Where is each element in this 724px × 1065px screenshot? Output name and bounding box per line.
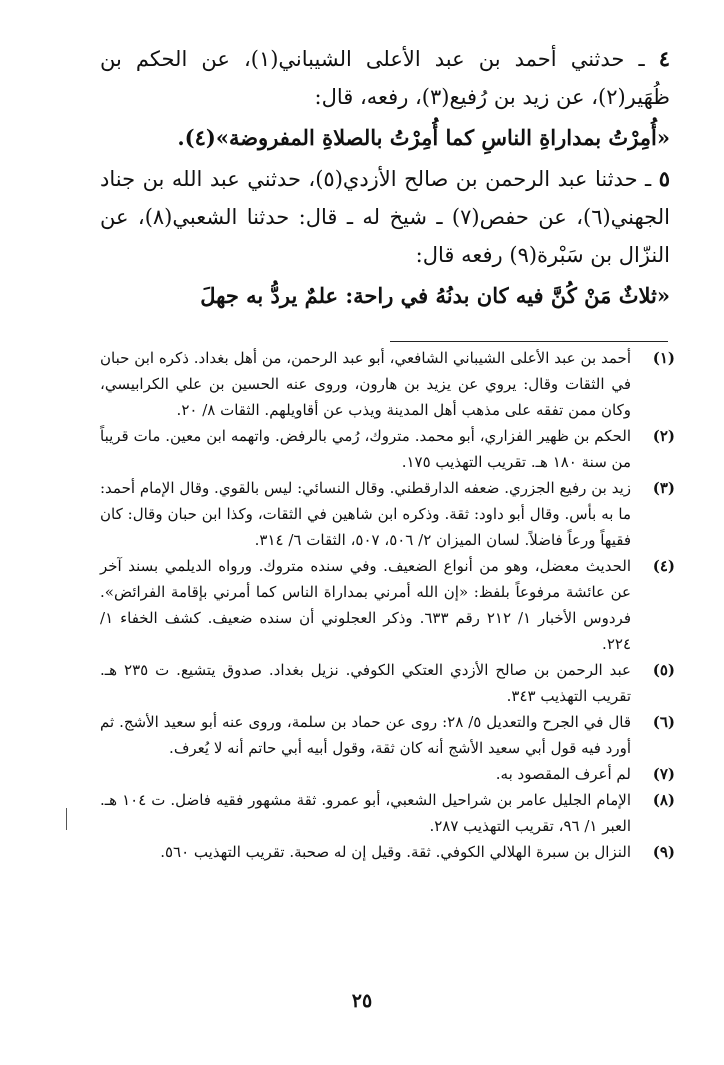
footnote-text: الإمام الجليل عامر بن شراحيل الشعبي، أبو عمرو. ثقة مشهور فقيه فاضل. ت ١٠٤ هـ. العبر ١/ ٩٦، تقريب التهذيب ٢٨٧. xyxy=(100,791,632,835)
footnote-text: عبد الرحمن بن صالح الأزدي العتكي الكوفي. نزيل بغداد. صدوق يتشيع. ت ٢٣٥ هـ. تقريب التهذيب ٣٤٣. xyxy=(100,661,632,705)
footnote-number: (٣) xyxy=(652,479,675,497)
footnote-text: أحمد بن عبد الأعلى الشيباني الشافعي، أبو عبد الرحمن، من أهل بغداد. ذكره ابن حبان في الثقات وقال: يروي عن يزيد بن هارون، وروى عنه الحسين بن علي الكرابيسي، وكان ممن تفقه على مذهب أهل المدينة ويذب عن أقاويلهم. الثقات ٨/ ٢٠. xyxy=(100,349,631,419)
footnote-number: (٧) xyxy=(652,765,675,783)
hadith-4-chain: ـ حدثني أحمد بن عبد الأعلى الشيباني(١)، عن الحكم بن ظُهَير(٢)، عن زيد بن رُفيع(٣)، رفعه، قال: xyxy=(100,47,670,109)
hadith-4-isnad xyxy=(100,40,670,116)
hadith-5-number: ٥ xyxy=(658,166,670,191)
footnote xyxy=(100,839,675,865)
footnote-number: (٦) xyxy=(652,713,675,731)
footnote-text: قال في الجرح والتعديل ٥/ ٢٨: روى عن حماد بن سلمة، وروى عنه أبو سعيد الأشج. ثم أورد فيه قول أبي سعيد الأشج أنه كان ثقة، وقول أبيه أبي حاتم أنه لا يُعرف. xyxy=(100,713,631,757)
footnote-text: الحديث معضل، وهو من أنواع الضعيف. وفي سنده متروك. ورواه الديلمي بسند آخر عن عائشة مرفوعاً بلفظ: «إن الله أمرني بمداراة الناس كما أمرني بإقامة الفرائض». فردوس الأخبار ١/ ٢١٢ رقم ٦٣٣. وذكر العجلوني أن سنده ضعيف. كشف الخفاء ١/ ٢٢٤. xyxy=(100,557,631,653)
footnote-divider xyxy=(390,341,668,342)
footnote-number: (٢) xyxy=(652,427,675,445)
margin-mark xyxy=(66,808,67,830)
footnote xyxy=(100,423,675,475)
footnote xyxy=(100,657,675,709)
footnote xyxy=(100,553,675,657)
footnote xyxy=(100,761,675,787)
main-text xyxy=(100,40,670,318)
hadith-5-chain: ـ حدثنا عبد الرحمن بن صالح الأزدي(٥)، حدثني عبد الله بن جناد الجهني(٦)، عن حفص(٧) ـ شيخ له ـ قال: حدثنا الشعبي(٨)، عن النزّال بن سَبْرة(٩) رفعه قال: xyxy=(100,167,670,267)
hadith-5-isnad xyxy=(100,160,670,274)
footnote-text: لم أعرف المقصود به. xyxy=(495,765,631,783)
footnote-number: (١) xyxy=(652,349,675,367)
footnote-number: (٥) xyxy=(652,661,675,679)
footnote-text: زيد بن رفيع الجزري. ضعفه الدارقطني. وقال النسائي: ليس بالقوي. وقال الإمام أحمد: ما به بأس. وقال أبو داود: ثقة. وذكره ابن شاهين في الثقات، وكذا ابن حبان وقال: كان فقيهاً ورعاً فاضلاً. لسان الميزان ٢/ ٥٠٦، ٥٠٧، الثقات ٦/ ٣١٤. xyxy=(100,479,631,549)
footnote-number: (٤) xyxy=(652,557,675,575)
footnote xyxy=(100,787,675,839)
footnote-number: (٩) xyxy=(652,843,675,861)
footnote xyxy=(100,475,675,553)
page-number: ٢٥ xyxy=(351,990,373,1012)
footnote-number: (٨) xyxy=(652,791,675,809)
footnote xyxy=(100,709,675,761)
footnotes xyxy=(100,345,675,865)
hadith-4-text: «أُمِرْتُ بمداراةِ الناسِ كما أُمِرْتُ بالصلاةِ المفروضة»(٤). xyxy=(177,125,670,150)
footnote xyxy=(100,345,675,423)
footnote-text: الحكم بن ظهير الفزاري، أبو محمد. متروك، رُمي بالرفض. واتهمه ابن معين. مات قريباً من سنة ١٨٠ هـ. تقريب التهذيب ١٧٥. xyxy=(100,427,631,471)
footnote-text: النزال بن سبرة الهلالي الكوفي. ثقة. وقيل إن له صحبة. تقريب التهذيب ٥٦٠. xyxy=(160,843,631,861)
hadith-5-text: «ثلاثٌ مَنْ كُنَّ فيه كان بدنُهُ في راحة: علمٌ يردُّ به جهلَ xyxy=(200,283,670,308)
hadith-4-number: ٤ xyxy=(658,46,670,71)
